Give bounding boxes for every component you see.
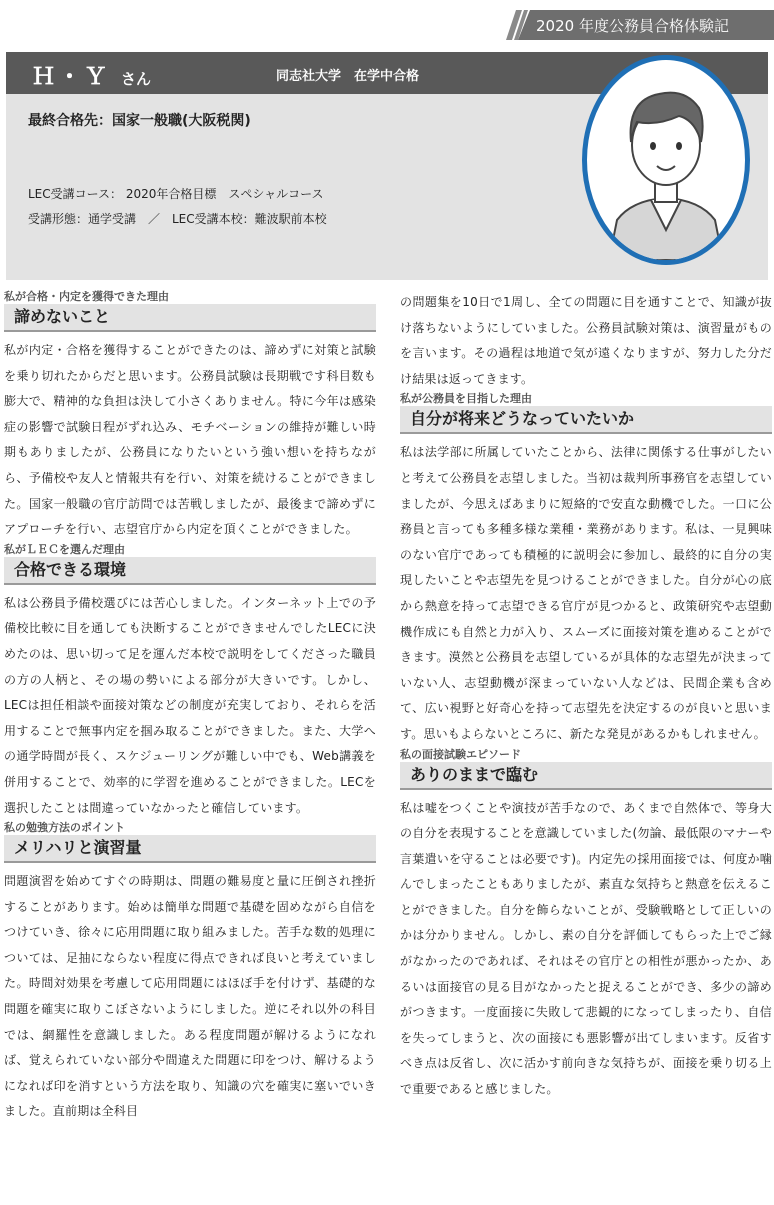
- honorific: さん: [121, 70, 152, 88]
- section-title: ありのままで臨む: [400, 762, 772, 790]
- section-title: メリハリと演習量: [4, 835, 376, 863]
- attendance-info: 受講形態：通学受講 ／ LEC受講本校：難波駅前本校: [28, 212, 327, 226]
- section-body: 私は嘘をつくことや演技が苦手なので、あくまで自然体で、等身大の自分を表現することを意識していました(勿論、最低限のマナーや言葉遣いを守ることは必要です)。内定先の採用面接では、何度か噛んでしまったこともありましたが、素直な気持ちと熱意を伝えることができました。自分を飾らないことが、受験戦略として正しいのかは分かりません。しかし、素の自分を評価してもらった上でご縁がなかったのであれば、それはその官庁との相性が悪かったか、あるいは面接官の見る目がなかったと捉えることができ、多少の諦めがつきます。一度面接に失敗して悲観的になってしまったり、自信を失ってしまうと、次の面接にも悪影響が出てしまいます。反省すべき点は反省し、次に活かす前向きな気持ちが、面接を乗り切る上で重要であると感じました。: [400, 800, 772, 1097]
- section-caption: 私がＬＥＣを選んだ理由: [4, 542, 125, 556]
- section-title: 自分が将来どうなっていたいか: [400, 406, 772, 434]
- section-caption: 私の面接試験エピソード: [400, 747, 521, 761]
- section-body: 私は公務員予備校選びには苦心しました。インターネット上での予備校比較に目を通しても決断することができませんでしたLECに決めたのは、思い切って足を運んだ本校で説明をしてくださった職員の方の人柄と、その場の勢いによる部分が大きいです。しかし、LECは担任相談や面接対策などの制度が充実しており、それらを活用することで無事内定を掴み取ることができました。また、大学への通学時間が長く、スケジューリングが難しい中でも、Web講義を併用することで、効率的に学習を進めることができました。LECを選択したことは間違っていなかったと確信しています。: [4, 595, 376, 815]
- section-title: 合格できる環境: [4, 557, 376, 585]
- right-column: [400, 290, 772, 1103]
- header-banner: [496, 10, 774, 40]
- section-body: 私が内定・合格を獲得することができたのは、諦めずに対策と試験を乗り切れたからだと思います。公務員試験は長期戦です科目数も膨大で、精神的な負担は決して小さくありません。特に今年は感染症の影響で試験日程がずれ込み、モチベーションの維持が難しい時期もありましたが、公務員になりたいという強い想いを持ちながら、予備校や友人と情報共有を行い、対策を続けることができました。国家一般職の官庁訪問では苦戦しましたが、最後まで諦めずにアプローチを行い、志望官庁から内定を頂くことができました。: [4, 343, 376, 537]
- university-status: 同志社大学 在学中合格: [276, 69, 420, 84]
- section-caption: 私が公務員を目指した理由: [400, 392, 532, 406]
- section-body: 私は法学部に所属していたことから、法律に関係する仕事がしたいと考えて公務員を志望しました。当初は裁判所事務官を志望していましたが、今思えばあまりに短絡的で安直な動機でした。一口に公務員と言っても多種多様な業種・業務があります。私は、一見興味のない官庁であっても積極的に説明会に参加し、最終的に自分の実現したいことや志望先を見つけることができました。自分が心の底から熱意を持って志望できる官庁が見つかると、政策研究や志望動機作成にも自然と力が入り、スムーズに面接対策を進めることができます。漠然と公務員を志望しているが具体的な志望先が決まっていない人、志望動機が深まっていない人などは、民間企業も含めて、広い視野と好奇心を持って志望先を決定するのが良いと思います。思いもよらないところに、新たな発見があるかもしれません。: [400, 445, 772, 741]
- section-body-continued: の問題集を10日で1周し、全ての問題に目を通すことで、知識が抜け落ちないようにしていました。公務員試験対策は、演習量がものを言います。その過程は地道で気が遠くなりますが、努力した分だけ結果は返ってきます。: [400, 295, 772, 386]
- section-body: 問題演習を始めてすぐの時期は、問題の難易度と量に圧倒され挫折することがあります。始めは簡単な問題で基礎を固めながら自信をつけていき、徐々に応用問題に取り組みました。苦手な数的処理については、足抽にならない程度に得点できれば良いと考えていました。時間対効果を考慮して応用問題にはほぼ手を付けず、基礎的な問題を確実に取りこぼさないようにしました。逆にそれ以外の科目では、網羅性を意識しました。ある程度問題が解けるようになれば、覚えられていない部分や間違えた問題に印をつけ、解けるようになれば印を消すという方法を取り、知識の穴を確実に塞いでいきました。直前期は全科目: [4, 874, 376, 1119]
- course-info: LEC受講コース： 2020年合格目標 スペシャルコース: [28, 187, 324, 201]
- left-column: [4, 290, 376, 1125]
- person-illustration-icon: [587, 60, 745, 260]
- section-title: 諦めないこと: [4, 304, 376, 332]
- person-name: Ｈ・Ｙ さん: [32, 64, 152, 90]
- banner-title: 2020 年度公務員合格体験記: [536, 17, 729, 35]
- section-caption: 私が合格・内定を獲得できた理由: [4, 290, 169, 303]
- avatar: [582, 55, 750, 265]
- final-pass: 最終合格先：国家一般職(大阪税関): [28, 113, 251, 129]
- section-caption: 私の勉強方法のポイント: [4, 821, 125, 835]
